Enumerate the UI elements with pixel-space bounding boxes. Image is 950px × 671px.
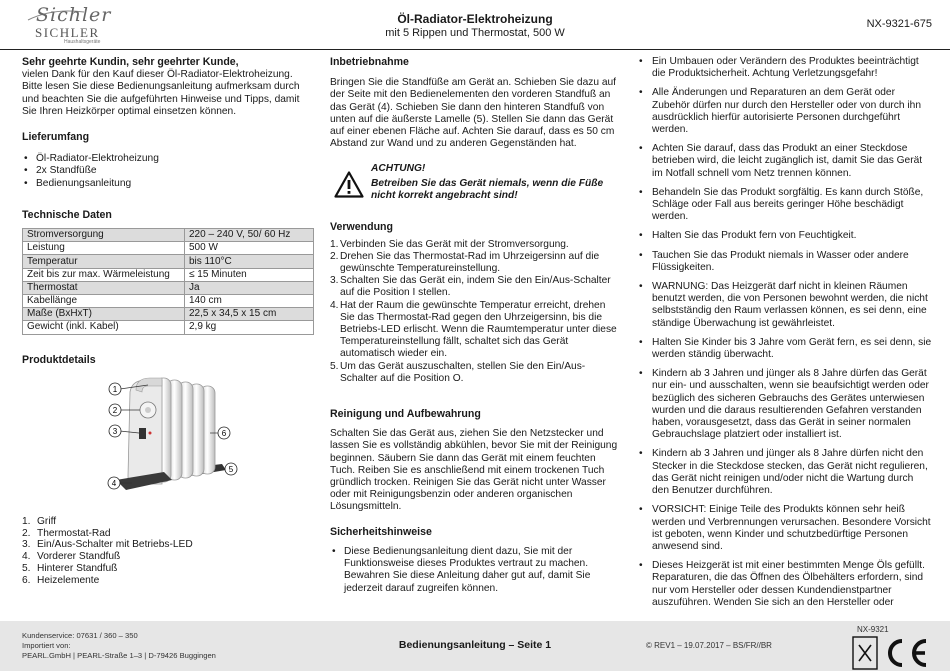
table-cell: 2,9 kg bbox=[185, 321, 314, 334]
step-text: Verbinden Sie das Gerät mit der Stromversorgung. bbox=[340, 238, 569, 250]
revision-info: © REV1 – 19.07.2017 – BS/FR//BR bbox=[646, 641, 772, 650]
list-item: • Kindern ab 3 Jahren und jünger als 8 Jahre dürfen das Gerät nur ein- und ausschalten, wenn sie beaufsichtigt werden oder bezüglich des sicheren Gebrauchs des Gerätes unterwiesen wurden und die daraus resultierenden Gefahren verstanden haben, vorausgesetzt, dass das Gerät in seiner normalen Gebrauchslage platziert oder installiert ist. bbox=[640, 368, 932, 441]
column-3 bbox=[640, 56, 932, 616]
list-item: • Tauchen Sie das Produkt niemals in Wasser oder andere Flüssigkeiten. bbox=[640, 250, 932, 274]
callout-1: 1 bbox=[112, 384, 118, 394]
table-cell: Zeit bis zur max. Wärmeleistung bbox=[23, 268, 185, 281]
item-number: 6. bbox=[22, 574, 31, 586]
step-text: Um das Gerät auszuschalten, stellen Sie den Ein/Aus-Schalter auf die Position O. bbox=[340, 360, 586, 384]
list-item bbox=[330, 275, 622, 299]
table-row bbox=[23, 308, 314, 321]
clean-heading: Reinigung und Aufbewahrung bbox=[330, 408, 481, 421]
table-cell: Gewicht (inkl. Kabel) bbox=[23, 321, 185, 334]
table-row bbox=[23, 268, 314, 281]
item-number: 4. bbox=[22, 551, 31, 563]
step-text: Drehen Sie das Thermostat-Rad im Uhrzeigersinn auf die gewünschte Temperatureinstellung. bbox=[340, 250, 600, 275]
warning-body: Betreiben Sie das Gerät niemals, wenn die Füße nicht korrekt angebracht sind! bbox=[371, 177, 604, 201]
table-cell: bis 110°C bbox=[185, 255, 314, 268]
table-cell: ≤ 15 Minuten bbox=[185, 268, 314, 281]
page-footer bbox=[0, 621, 950, 671]
callout-5: 5 bbox=[228, 464, 234, 474]
column-2 bbox=[330, 56, 622, 595]
item-label: Griff bbox=[37, 515, 57, 527]
warning-box bbox=[330, 163, 622, 209]
ce-mark-icon bbox=[852, 636, 930, 670]
setup-heading: Inbetriebnahme bbox=[330, 56, 409, 68]
table-cell: Temperatur bbox=[23, 255, 185, 268]
table-row bbox=[23, 281, 314, 294]
footer-contact bbox=[22, 631, 216, 661]
list-item: • 2x Standfüße bbox=[22, 165, 314, 177]
warning-triangle-icon bbox=[334, 171, 364, 198]
use-steps bbox=[330, 239, 622, 385]
document-title: Öl-Radiator-Elektroheizung bbox=[397, 12, 553, 26]
document-subtitle: mit 5 Rippen und Thermostat, 500 W bbox=[385, 27, 565, 39]
step-number: 2. bbox=[330, 250, 339, 262]
callout-2: 2 bbox=[112, 405, 118, 415]
step-number: 3. bbox=[330, 275, 339, 287]
list-item: • Kindern ab 3 Jahren und jünger als 8 Jahre dürfen nicht den Stecker in die Steckdose stecken, das Gerät nicht regulieren, das Gerät nicht reinigen und/oder nicht die Wartung durch den Benutzer durchführen. bbox=[640, 448, 932, 497]
logo-name: SICHLER bbox=[35, 25, 100, 40]
list-item: • Dieses Heizgerät ist mit einer bestimmten Menge Öls gefüllt. Reparaturen, die das Öffnen des Ölbehälters erfordern, sind nur vom Hersteller oder dessen Kundendienstpartner auszuführen. Wenden Sie sich an den Hersteller oder bbox=[640, 560, 932, 609]
clean-text: Schalten Sie das Gerät aus, ziehen Sie den Netzstecker und lassen Sie es vollständig abkühlen, bevor Sie mit der Reinigung beginnen. Säubern Sie dann das Gerät mit einem feuchten Tuch. Reiben Sie es anschließend mit einem trockenen Tuch gründlich trocken. Reinigen Sie das Gerät nicht unter Wasser oder mit Reinigungsbenzin oder anderen organischen Lösungsmitteln. bbox=[330, 428, 618, 513]
page-header bbox=[0, 0, 950, 50]
step-number: 1. bbox=[330, 238, 339, 250]
importer-label: Importiert von: bbox=[22, 641, 71, 650]
table-row bbox=[23, 294, 314, 307]
logo-tagline: Haushaltsgeräte bbox=[64, 39, 101, 45]
scope-list bbox=[22, 153, 314, 190]
list-item bbox=[22, 551, 314, 563]
step-text: Hat der Raum die gewünschte Temperatur erreicht, drehen Sie das Thermostat-Rad gegen den Uhrzeigersinn, bis die Betriebs-LED erlischt. Wenn die Raumtemperatur unter diese Temperatureinstellung fällt, schaltet sich das Gerät automatisch wieder ein. bbox=[340, 299, 617, 360]
table-row bbox=[23, 229, 314, 242]
step-number: 4. bbox=[330, 299, 339, 311]
item-number: 1. bbox=[22, 515, 31, 527]
page-label: Bedienungsanleitung – Seite 1 bbox=[398, 639, 552, 651]
setup-text: Bringen Sie die Standfüße am Gerät an. Schieben Sie dazu auf der Seite mit den Bedienelementen den vorderen Standfuß an das Gerät (4). Schieben Sie dann den hinteren Standfuß von unten auf die äußerste Lamelle (5). Stellen Sie dann das Gerät auf einer ebenen Fläche auf. Achten Sie darauf, dass es 50 cm Abstand zur Wand und zu anderen Gegenständen hat. bbox=[330, 77, 616, 150]
list-item bbox=[22, 539, 314, 551]
importer-address: PEARL.GmbH | PEARL-Straße 1–3 | D-79426 Buggingen bbox=[22, 651, 216, 660]
list-item bbox=[330, 251, 622, 275]
item-label: Hinterer Standfuß bbox=[37, 562, 118, 574]
scope-heading: Lieferumfang bbox=[22, 131, 90, 144]
list-item bbox=[22, 516, 314, 528]
table-cell: 22,5 x 34,5 x 15 cm bbox=[185, 308, 314, 321]
table-cell: Maße (BxHxT) bbox=[23, 308, 185, 321]
list-item: • Bedienungsanleitung bbox=[22, 178, 314, 190]
list-item: • Alle Änderungen und Reparaturen an dem Gerät oder Zubehör dürfen nur durch den Hersteller oder von durch ihn ausdrücklich hierfür autorisierte Personen durchgeführt werden. bbox=[640, 87, 932, 136]
list-item bbox=[22, 528, 314, 540]
item-number: 3. bbox=[22, 539, 31, 551]
service-hotline: Kundenservice: 07631 / 360 – 350 bbox=[22, 631, 138, 640]
product-code: NX-9321-675 bbox=[866, 18, 932, 30]
table-cell: Kabellänge bbox=[23, 294, 185, 307]
sichler-logo bbox=[22, 4, 112, 46]
list-item: • Öl-Radiator-Elektroheizung bbox=[22, 153, 314, 165]
table-row bbox=[23, 321, 314, 334]
table-cell: 500 W bbox=[185, 242, 314, 255]
safety-list-continued bbox=[640, 56, 932, 609]
step-number: 5. bbox=[330, 360, 339, 372]
callout-4: 4 bbox=[111, 478, 117, 488]
footer-product-code: NX-9321 bbox=[857, 625, 889, 634]
table-cell: 140 cm bbox=[185, 294, 314, 307]
list-item bbox=[330, 300, 622, 361]
list-item: • WARNUNG: Das Heizgerät darf nicht in kleinen Räumen benutzt werden, die von Personen bewohnt werden, die nicht selbstständig den Raum verlassen können, es sei denn, eine ständige Überwachung ist gewährleistet. bbox=[640, 281, 932, 330]
column-1 bbox=[22, 56, 314, 587]
greeting: Sehr geehrte Kundin, sehr geehrter Kunde, bbox=[22, 56, 239, 68]
table-row bbox=[23, 242, 314, 255]
logo-script: Sichler bbox=[36, 4, 112, 26]
list-item: • Achten Sie darauf, dass das Produkt an einer Steckdose betrieben wird, die leicht zugänglich ist, damit Sie das Gerät im Notfall schnell vom Netz trennen können. bbox=[640, 143, 932, 180]
item-label: Ein/Aus-Schalter mit Betriebs-LED bbox=[37, 539, 193, 551]
callout-3: 3 bbox=[112, 426, 118, 436]
list-item: • Halten Sie das Produkt fern von Feuchtigkeit. bbox=[640, 230, 932, 242]
tech-table bbox=[22, 228, 314, 335]
item-label: Heizelemente bbox=[37, 574, 100, 586]
safety-list bbox=[330, 546, 622, 595]
step-text: Schalten Sie das Gerät ein, indem Sie den Ein/Aus-Schalter auf die Position I stellen. bbox=[340, 275, 611, 299]
list-item: • Ein Umbauen oder Verändern des Produktes beeinträchtigt die Produktsicherheit. Achtung Verletzungsgefahr! bbox=[640, 56, 932, 80]
warning-title: ACHTUNG! bbox=[371, 163, 426, 175]
table-row bbox=[23, 255, 314, 268]
item-label: Vorderer Standfuß bbox=[37, 551, 121, 563]
list-item bbox=[22, 575, 314, 587]
table-cell: 220 – 240 V, 50/ 60 Hz bbox=[185, 229, 314, 242]
product-diagram bbox=[22, 372, 314, 512]
item-number: 5. bbox=[22, 562, 31, 574]
item-label: Thermostat-Rad bbox=[37, 527, 111, 539]
tech-heading: Technische Daten bbox=[22, 208, 112, 221]
parts-list bbox=[22, 516, 314, 587]
list-item bbox=[330, 239, 622, 251]
callout-6: 6 bbox=[221, 428, 227, 438]
list-item: • Halten Sie Kinder bis 3 Jahre vom Gerät fern, es sei denn, sie werden ständig überwacht. bbox=[640, 337, 932, 361]
warning-text bbox=[371, 163, 621, 202]
item-number: 2. bbox=[22, 527, 31, 539]
table-cell: Thermostat bbox=[23, 281, 185, 294]
list-item bbox=[22, 563, 314, 575]
details-heading: Produktdetails bbox=[22, 353, 96, 366]
table-cell: Leistung bbox=[23, 242, 185, 255]
intro-text: vielen Dank für den Kauf dieser Öl-Radiator-Elektroheizung. Bitte lesen Sie diese Bedienungsanleitung aufmerksam durch und beachten Sie die aufgeführten Hinweise und Tipps, damit Sie Ihren Heizkörper optimal einsetzen können. bbox=[22, 69, 300, 117]
table-cell: Ja bbox=[185, 281, 314, 294]
use-heading: Verwendung bbox=[330, 221, 393, 234]
list-item: • Diese Bedienungsanleitung dient dazu, Sie mit der Funktionsweise dieses Produktes vertraut zu machen. Bewahren Sie diese Anleitung daher gut auf, damit Sie jederzeit darauf zugreifen können. bbox=[330, 546, 622, 595]
table-cell: Stromversorgung bbox=[23, 229, 185, 242]
list-item bbox=[330, 361, 622, 385]
list-item: • VORSICHT: Einige Teile des Produkts können sehr heiß werden und Verbrennungen verursachen. Besondere Vorsicht ist geboten, wenn Kinder und schutzbedürftige Personen anwesend sind. bbox=[640, 504, 932, 553]
radiator-illustration-icon bbox=[22, 372, 314, 512]
safety-heading: Sicherheitshinweise bbox=[330, 525, 432, 538]
list-item: • Behandeln Sie das Produkt sorgfältig. Es kann durch Stöße, Schläge oder Fall aus bereits geringer Höhe beschädigt werden. bbox=[640, 187, 932, 224]
